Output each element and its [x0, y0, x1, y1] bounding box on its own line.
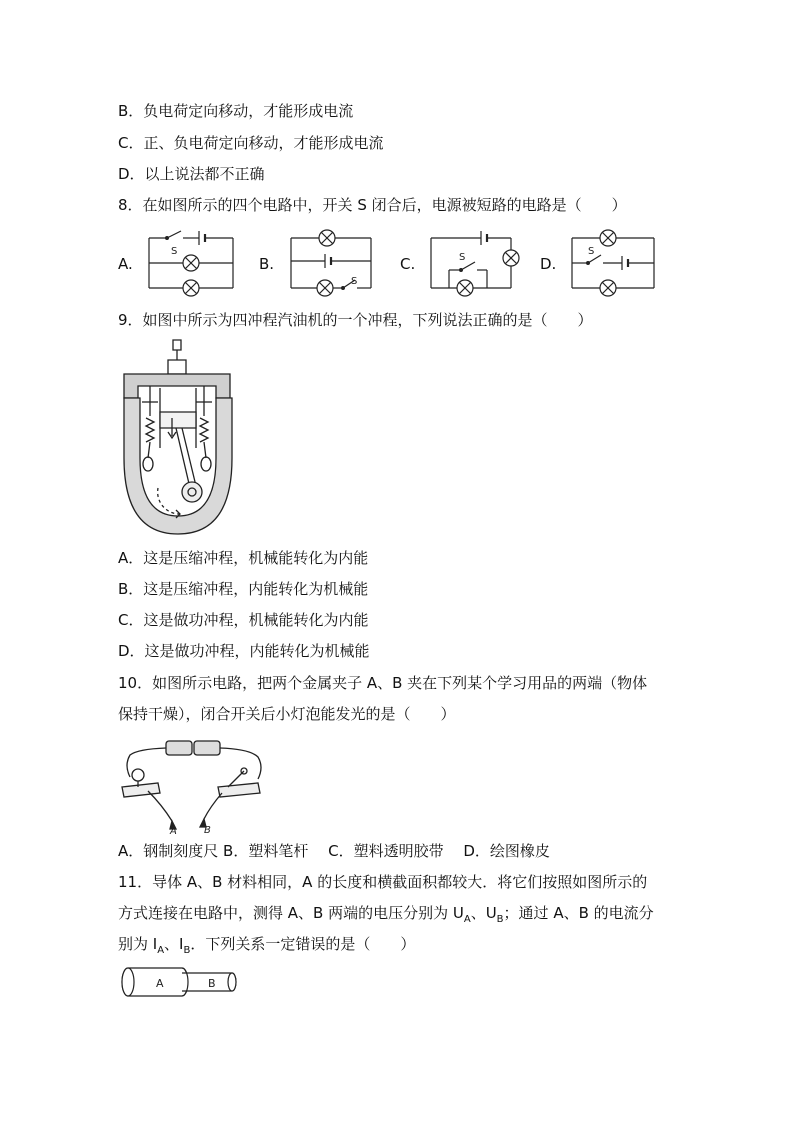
q8-label-d: D. — [540, 255, 557, 273]
q11-sub-b-u: B — [496, 914, 504, 925]
q7-option-c: C．正、负电荷定向移动，才能形成电流 — [118, 134, 384, 152]
q11-stem-line3-start: 别为 I — [118, 935, 158, 953]
q11-sep-u: 、U — [470, 904, 497, 922]
q11-stem-line2-text: 方式连接在电路中，测得 A、B 两端的电压分别为 U — [118, 904, 464, 922]
conductor-a-label: A — [156, 977, 164, 990]
q11-stem-line1: 11．导体 A、B 材料相同，A 的长度和横截面积都较大．将它们按照如图所示的 — [118, 873, 648, 891]
q11-sub-a-i: A — [157, 945, 165, 956]
circuit-c-diagram — [427, 228, 523, 296]
q11-stem-line3-end: ．下列关系一定错误的是（ ） — [190, 935, 416, 953]
q10-stem-line2: 保持干燥），闭合开关后小灯泡能发光的是（ ） — [118, 705, 456, 723]
bulb-circuit-diagram — [118, 735, 268, 835]
q8-label-a: A. — [118, 255, 133, 273]
q9-stem: 9．如图中所示为四冲程汽油机的一个冲程，下列说法正确的是（ ） — [118, 311, 593, 329]
circuit-a-diagram — [145, 228, 237, 296]
q7-option-d: D．以上说法都不正确 — [118, 165, 265, 183]
q11-sep-i: 、I — [164, 935, 184, 953]
circuit-d-diagram — [568, 228, 660, 296]
q11-sub-b-i: B — [183, 945, 191, 956]
q7-option-b: B．负电荷定向移动，才能形成电流 — [118, 102, 354, 120]
q10-options: A．钢制刻度尺 B．塑料笔杆 C．塑料透明胶带 D．绘图橡皮 — [118, 842, 550, 860]
q9-option-c: C．这是做功冲程，机械能转化为内能 — [118, 611, 369, 629]
q11-sub-a-u: A — [463, 914, 471, 925]
circuit-d-switch-label: S — [588, 246, 595, 257]
q10-stem-line1: 10．如图所示电路，把两个金属夹子 A、B 夹在下列某个学习用品的两端（物体 — [118, 674, 648, 692]
q11-stem-line2-end: ；通过 A、B 的电流分 — [503, 904, 654, 922]
conductor-b-label: B — [208, 977, 216, 990]
q11-stem-line2 — [118, 903, 654, 930]
circuit-b-switch-label: S — [351, 276, 358, 287]
circuit-c-switch-label: S — [459, 252, 466, 263]
q9-option-b: B．这是压缩冲程，内能转化为机械能 — [118, 580, 369, 598]
engine-diagram — [120, 338, 240, 538]
q9-option-a: A．这是压缩冲程，机械能转化为内能 — [118, 549, 369, 567]
conductor-diagram — [120, 965, 242, 999]
circuit-b-diagram — [287, 228, 375, 296]
q8-label-b: B. — [259, 255, 275, 273]
q8-label-c: C. — [400, 255, 416, 273]
q11-stem-line3 — [118, 934, 415, 961]
clip-a-label: A — [170, 826, 177, 837]
q8-stem: 8．在如图所示的四个电路中，开关 S 闭合后，电源被短路的电路是（ ） — [118, 196, 627, 214]
clip-b-label: B — [204, 825, 211, 836]
q9-option-d: D．这是做功冲程，内能转化为机械能 — [118, 642, 370, 660]
circuit-a-switch-label: S — [171, 246, 178, 257]
